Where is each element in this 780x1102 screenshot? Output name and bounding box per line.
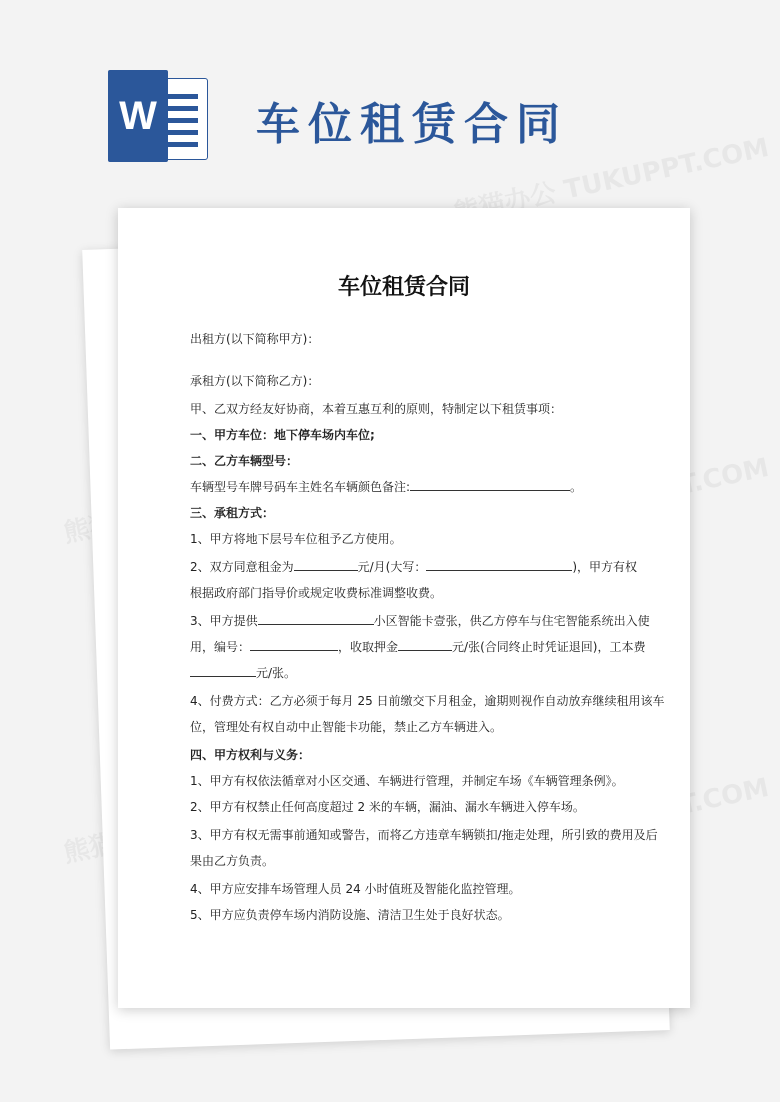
clause-3-4: 4、付费方式：乙方必须于每月 25 日前缴交下月租金，逾期则视作自动放弃继续租用该车 bbox=[190, 694, 665, 708]
document-page bbox=[118, 208, 690, 1008]
vehicle-line: 车辆型号车牌号码车主姓名车辆颜色备注: 。 bbox=[190, 480, 583, 494]
clause-3-3-cont2: 元/张。 bbox=[190, 664, 296, 681]
clause-4-3: 3、甲方有权无需事前通知或警告，而将乙方违章车辆锁扣/拖走处理，所引致的费用及后 bbox=[190, 828, 658, 842]
blank-field bbox=[190, 665, 256, 677]
clause-3-1: 1、甲方将地下层号车位租予乙方使用。 bbox=[190, 532, 402, 546]
clause-4-1: 1、甲方有权依法循章对小区交通、车辆进行管理，并制定车场《车辆管理条例》。 bbox=[190, 774, 624, 788]
intro-line: 甲、乙双方经友好协商，本着互惠互利的原则，特制定以下租赁事项： bbox=[190, 402, 563, 416]
blank-field bbox=[294, 559, 358, 571]
section-2-heading: 二、乙方车辆型号： bbox=[190, 454, 299, 468]
document-title: 车位租赁合同 bbox=[337, 275, 470, 300]
clause-3-3-cont: 用，编号： ，收取押金 元/张(合同终止时凭证退回)，工本费 bbox=[190, 640, 646, 654]
header-title: 车位租赁合同 bbox=[256, 99, 568, 150]
clause-3-4-cont: 位，管理处有权自动中止智能卡功能，禁止乙方车辆进入。 bbox=[190, 720, 503, 734]
clause-3-3: 3、甲方提供 小区智能卡壹张，供乙方停车与住宅智能系统出入使 bbox=[190, 614, 650, 628]
party-a-line: 出租方(以下简称甲方)： bbox=[190, 332, 320, 346]
clause-4-3-cont: 果由乙方负责。 bbox=[190, 854, 275, 868]
clause-3-2-cont: 根据政府部门指导价或规定收费标准调整收费。 bbox=[190, 586, 443, 600]
clause-4-5: 5、甲方应负责停车场内消防设施、清洁卫生处于良好状态。 bbox=[190, 908, 510, 922]
blank-field bbox=[250, 639, 338, 651]
blank-field bbox=[410, 479, 570, 491]
party-b-line: 承租方(以下简称乙方)： bbox=[190, 374, 320, 388]
blank-field bbox=[398, 639, 452, 651]
blank-field bbox=[426, 559, 572, 571]
clause-4-4: 4、甲方应安排车场管理人员 24 小时值班及智能化监控管理。 bbox=[190, 882, 521, 896]
clause-4-2: 2、甲方有权禁止任何高度超过 2 米的车辆，漏油、漏水车辆进入停车场。 bbox=[190, 800, 585, 814]
word-icon-letter: W bbox=[108, 70, 168, 162]
word-logo-icon bbox=[108, 70, 208, 162]
blank-field bbox=[258, 613, 374, 625]
section-3-heading: 三、承租方式： bbox=[190, 506, 275, 520]
clause-3-2: 2、双方同意租金为 元/月(大写： )，甲方有权 bbox=[190, 560, 638, 574]
section-1-heading: 一、甲方车位：地下停车场内车位; bbox=[190, 428, 375, 442]
section-4-heading: 四、甲方权利与义务： bbox=[190, 748, 311, 762]
